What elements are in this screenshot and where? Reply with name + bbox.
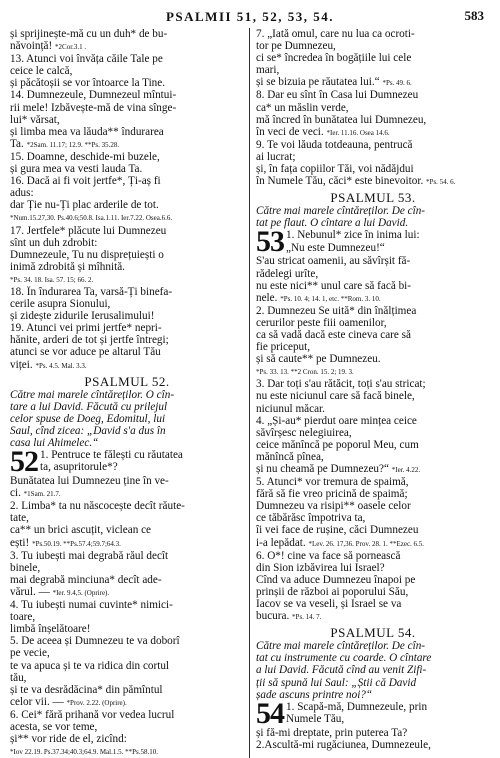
verse-line (10, 647, 244, 659)
verse-text: lui* vărsat, (10, 113, 60, 126)
cross-reference: *Ps. 34. 18. Isa. 57. 15; 66. 2. (10, 275, 94, 284)
verse-line (256, 52, 490, 64)
superscription-line: tat pe flaut. O cîntare a lui David. (256, 217, 409, 230)
verse-text: și zidește zidurile Ierusalimului! (10, 310, 155, 323)
superscription-line: Către mai marele cîntăreților. O cîn- (10, 388, 175, 401)
verse-text: 2. Limba* ta nu născocește decît răute- (10, 500, 185, 513)
verse-line (256, 329, 490, 341)
psalm53-opening (256, 225, 490, 259)
verse-line (256, 439, 490, 451)
two-column-body (10, 28, 490, 758)
verse-text: sînt un duh zdrobit: (10, 236, 98, 249)
psalm54-superscription (256, 640, 490, 700)
verse-text: Cînd va aduce Dumnezeu înapoi pe (256, 573, 416, 586)
verse-line (10, 163, 244, 175)
verse-text: Dumnezeu va risipi** oasele celor (256, 500, 411, 513)
verse-text: atunci se vor aduce pe altarul Tău (10, 346, 161, 359)
verse-line (256, 317, 490, 329)
verse-line (10, 745, 244, 758)
verse-text: cerile asupra Sionului, (10, 298, 111, 311)
verse-line (10, 199, 244, 211)
verse-line (10, 273, 244, 286)
superscription-line: Saul, cînd zicea: „David s'a dus în (10, 424, 166, 437)
verse-text: ca* un măslin verde, (256, 101, 349, 114)
verse-text: mă încred în bunătatea lui Dumnezeu, (256, 113, 427, 126)
verse-line (256, 268, 490, 280)
verse-line (256, 500, 490, 512)
verse-text: ceice mănîncă pe poporul Meu, cum (256, 438, 419, 451)
verse-text: și păcătoșii se vor întoarce la Tine. (10, 77, 166, 90)
verse-text: niciunul măcar. (256, 402, 325, 415)
verse-text: nu este nici** unul care să facă bi- (256, 279, 412, 292)
verse-text: nele. (256, 291, 278, 304)
verse-text: mai degrabă minciuna* decît ade- (10, 573, 162, 586)
cross-reference: *Ps. 49. 6. (382, 79, 412, 88)
verse-text: nu este niciunul care să facă binele, (256, 390, 415, 403)
superscription-line: casa lui Ahimelec.“ (10, 437, 99, 449)
superscription-line: a lui David. Făcută cînd au venit Zifi- (256, 664, 427, 677)
verse-text: Ta. (10, 137, 24, 150)
verse-text: limbă înșelătoare! (10, 623, 91, 636)
verse-text: 3. Dar toți s'au rătăcit, toți s'au stricat; (256, 378, 426, 391)
verse-text: 4. Tu iubești numai cuvinte* nimici- (10, 599, 173, 612)
verse-line (10, 28, 244, 40)
verse-line (256, 550, 490, 562)
cross-reference: *Ier. 9.4,5. (Oprire). (52, 588, 110, 597)
verse-line (256, 76, 490, 89)
verse-line (256, 353, 490, 365)
psalm52-title: PSALMUL 52. (84, 373, 170, 389)
verse-line (256, 524, 490, 536)
verse-text: pe vecie, (10, 647, 50, 660)
verse-text: 2.Ascultă-mi rugăciunea, Dumnezeule, (256, 738, 431, 751)
verse-line (256, 727, 490, 739)
verse-text: și gura mea va vesti lauda Ta. (10, 163, 143, 176)
verse-text: 18. În îndurarea Ta, varsă-Ți binefa- (10, 285, 173, 298)
verse-line (10, 237, 244, 249)
verse-text: 14. Dumnezeule, Dumnezeul mîntui- (10, 89, 177, 102)
verse-line (10, 175, 244, 187)
verse-text: Iacov se va veseli, și Israel se va (256, 598, 402, 611)
cross-reference: *Ier. 11.16. Osea 14.6. (326, 128, 390, 137)
verse-line (10, 225, 244, 237)
verse-line (256, 365, 490, 378)
verse-line (10, 102, 244, 114)
verse-line (10, 733, 244, 745)
verse-text: și** vor ride de el, zicînd: (10, 733, 127, 746)
verse-text: fără să fie vreo pricină de spaimă; (256, 488, 408, 501)
verse-text: inimă zdrobită și mîhnită. (10, 260, 125, 273)
verse-text: i-a lepădat. (256, 536, 306, 549)
psalm53-superscription (256, 205, 490, 229)
cross-reference: *Ps.50.19. **Ps.57.4;59.7;64.3. (32, 539, 121, 548)
cross-reference: *Ps. 4.5. Mal. 3.3. (35, 361, 87, 370)
verse-text: tău, (10, 671, 27, 684)
verse-text: ce tăbărăsc împotriva ta, (256, 512, 366, 525)
verse-line (256, 305, 490, 317)
cross-reference: *Num.15.27,30. Ps.40.6;50.8. Isa.1.11. Ier.7.22. Osea.6.6. (10, 214, 173, 223)
psalm53-verses (256, 255, 490, 623)
superscription-line: ții să spună lui Saul: „Știi că David (256, 676, 417, 689)
verse-text: îi vei face de rușine, căci Dumnezeu (256, 524, 419, 537)
verse-text: 2. Dumnezeu Se uită* din înălțimea (256, 304, 417, 317)
verse-line (256, 739, 490, 751)
verse-text: și nu cheamă pe Dumnezeu?“ (256, 463, 389, 475)
verse-text: fie priceput, (256, 341, 311, 354)
verse-line (10, 346, 244, 358)
verse-text: Dumnezeule, Tu nu disprețuiești o (10, 248, 164, 261)
verse-line (10, 211, 244, 224)
verse-line (256, 598, 490, 610)
verse-line (10, 40, 244, 53)
verse-line (10, 660, 244, 672)
verse-line (256, 415, 490, 427)
verse-text: 13. Atunci voi învăța căile Tale pe (10, 53, 163, 66)
verse-line (10, 53, 244, 65)
verse-line (256, 64, 490, 76)
cross-reference: *Ps. 10. 4; 14. 1, etc. **Rom. 3. 10. (280, 294, 381, 303)
verse-text: 8. Dar eu sînt în Casa lui Dumnezeu (256, 89, 419, 102)
verse-text: năvoință! (10, 40, 53, 53)
verse-line (10, 611, 244, 623)
verse-text: în Numele Tău, căci* este binevoitor. (256, 175, 424, 188)
verse-text: toare, (10, 611, 36, 624)
psalm53-drop-number: 53 (256, 225, 284, 259)
verse-text: și să caute** pe Dumnezeu. (256, 353, 381, 366)
verse-line (10, 709, 244, 721)
verse-line (256, 163, 490, 175)
verse-line (10, 126, 244, 138)
cross-reference: *Lev. 26. 17,36. Prov. 28. 1. **Ezec. 6.5. (308, 539, 425, 548)
superscription-line: tare a lui David. Făcută cu prilejul (10, 400, 168, 413)
verse-line (256, 89, 490, 101)
psalm54-opening (256, 696, 490, 730)
verse-text: Bunătatea lui Dumnezeu ține în ve- (10, 475, 169, 488)
verse-text: 19. Atunci vei primi jertfe* nepri- (10, 322, 162, 335)
verse-text: în veci de veci. (256, 125, 324, 138)
verse-text: 3. Tu iubești mai degrabă răul decît (10, 549, 169, 562)
psalm54-drop-number: 54 (256, 696, 284, 730)
psalm52-verses (10, 475, 244, 758)
verse-line (10, 334, 244, 346)
verse-text: ca** un brici ascuțit, viclean ce (10, 524, 152, 537)
verse-text: și te va desrădăcina* din pămîntul (10, 683, 163, 696)
verse-line (10, 249, 244, 261)
superscription-line: șade ascuns printre noi?“ (256, 688, 373, 701)
right-column (250, 28, 490, 758)
verse-text: mari, (256, 64, 280, 77)
left-column (10, 28, 250, 758)
verse-line (10, 623, 244, 635)
verse-text: și limba mea va lăuda** îndurarea (10, 125, 164, 138)
cross-reference: *Iov 22.19. Ps.37.34;40.3;64.9. Mal.1.5. **Ps.58.10. (10, 748, 158, 757)
verse-line (10, 721, 244, 733)
cross-reference: *Prov. 2.22. (Oprire). (66, 698, 127, 707)
verse-line (10, 635, 244, 647)
verse-line (10, 524, 244, 536)
verse-line (256, 390, 490, 402)
psalm52-end (256, 28, 490, 188)
verse-line (256, 476, 490, 488)
verse-text: vărul. — (10, 585, 50, 598)
verse-line (256, 403, 490, 415)
verse-line (256, 341, 490, 353)
verse-text: din Sion izbăvirea lui Israel? (256, 561, 385, 574)
verse-line (10, 550, 244, 562)
verse-text: ceice le calcă, (10, 65, 73, 78)
verse-line (10, 586, 244, 599)
verse-line (10, 599, 244, 611)
verse-line (10, 672, 244, 684)
verse-line: Numele Tău, (286, 712, 345, 725)
page-header (10, 8, 490, 28)
verse-line (256, 292, 490, 305)
verse-text: cerurilor peste fiii oamenilor, (256, 316, 387, 329)
cross-reference: *1Sam. 21.7. (23, 490, 61, 499)
verse-line (10, 487, 244, 500)
verse-line (256, 537, 490, 550)
verse-line (256, 28, 490, 40)
cross-reference: *Ps. 54. 6. (426, 178, 456, 187)
verse-text: bucura. (256, 610, 290, 623)
verse-text: celor vii. — (10, 695, 64, 708)
verse-line (10, 89, 244, 101)
verse-text: și se bizuia pe răutatea lui.“ (256, 76, 380, 89)
verse-line (256, 126, 490, 139)
verse-text: ci. (10, 487, 21, 500)
verse-line (256, 610, 490, 623)
verse-text: 17. Jertfele* plăcute lui Dumnezeu (10, 224, 167, 237)
verse-text: ca să vadă dacă este cineva care să (256, 328, 411, 341)
verse-text: 5. Atunci* vor tremura de spaimă, (256, 476, 409, 489)
psalm54-verses (256, 727, 490, 751)
verse-text: 6. O*! cine va face să pornească (256, 549, 401, 562)
running-title: PSALMII 51, 52, 53, 54. (165, 9, 335, 24)
psalm54-title: PSALMUL 54. (330, 625, 416, 641)
verse-line (10, 574, 244, 586)
superscription-line: tat cu instrumente cu coarde. O cîntare (256, 652, 432, 665)
verse-text: tor pe Dumnezeu, (256, 40, 336, 53)
verse-line (256, 378, 490, 390)
psalm52-superscription (10, 389, 244, 449)
verse-line (256, 451, 490, 463)
verse-line (256, 102, 490, 114)
superscription-line: Către mai marele cîntăreților. De cîn- (256, 205, 426, 218)
verse-line (10, 310, 244, 322)
verse-line: 1. Pentruce te fălești cu răutatea (40, 449, 183, 462)
verse-line (10, 537, 244, 550)
verse-line: ta, asupritorule*? (40, 461, 118, 474)
verse-line (256, 562, 490, 574)
verse-line (256, 427, 490, 439)
verse-line (10, 475, 244, 487)
verse-text: viței. (10, 358, 33, 371)
verse-text: 6. Cei* fără prihană vor vedea lucrul (10, 708, 175, 721)
verse-line (256, 463, 490, 476)
verse-line (256, 574, 490, 586)
verse-line: 1. Nebunul* zice în inima lui: (286, 229, 420, 242)
verse-text: rii mele! Izbăvește-mă de vina sînge- (10, 101, 177, 114)
verse-line (10, 261, 244, 273)
superscription-line: Către mai marele cîntăreților. De cîn- (256, 640, 426, 653)
verse-line (256, 151, 490, 163)
verse-line (10, 187, 244, 199)
verse-text: rădelegi urîte, (256, 267, 319, 280)
verse-text: săvîrșesc nelegiuirea, (256, 426, 352, 439)
verse-line (256, 586, 490, 598)
verse-line: 1. Scapă-mă, Dumnezeule, prin (286, 700, 428, 713)
verse-text: 9. Te voi lăuda totdeauna, pentrucă (256, 138, 413, 151)
psalm52-opening (10, 445, 244, 479)
verse-line (256, 175, 490, 188)
verse-text: dar Ție nu-Ți plac arderile de tot. (10, 199, 159, 212)
verse-text: te va apuca și te va ridica din cortul (10, 659, 170, 672)
verse-line (256, 139, 490, 151)
cross-reference: *Ier. 4.22. (391, 466, 421, 474)
cross-reference: *2Sam. 11.17; 12.9. **Ps. 35.28. (26, 140, 120, 149)
verse-line (10, 696, 244, 709)
verse-line (256, 255, 490, 267)
verse-text: ci se* încredea în bogățiile lui cele (256, 52, 412, 65)
verse-line (10, 500, 244, 512)
verse-line (256, 114, 490, 126)
verse-line (10, 512, 244, 524)
verse-text: S'au stricat oamenii, au săvîrșit fă- (256, 255, 411, 268)
verse-line (10, 359, 244, 372)
verse-line (256, 280, 490, 292)
verse-text: binele, (10, 561, 41, 574)
page-number: 583 (464, 8, 484, 23)
superscription-line: celor spuse de Doeg, Edomitul, lui (10, 412, 166, 425)
verse-text: și sprijinește-mă cu un duh* de bu- (10, 28, 168, 40)
psalm51-end (10, 28, 244, 372)
verse-line (10, 114, 244, 126)
verse-line (10, 65, 244, 77)
verse-text: ești! (10, 536, 30, 549)
verse-text: prinșii de război ai poporului Său, (256, 585, 409, 598)
verse-text: acesta, se vor teme, (10, 720, 98, 733)
verse-line (256, 488, 490, 500)
cross-reference: *2Cor.3.1 . (55, 43, 87, 52)
verse-line (10, 684, 244, 696)
verse-line (10, 286, 244, 298)
verse-line (256, 40, 490, 52)
verse-text: hănite, arderi de tot și jertfe întregi; (10, 334, 169, 347)
verse-line (10, 138, 244, 151)
verse-text: 7. „Iată omul, care nu lua ca ocroti- (256, 28, 415, 40)
verse-text: mănîncă pînea, (256, 450, 324, 463)
verse-text: 15. Doamne, deschide-mi buzele, (10, 150, 160, 163)
verse-text: și fă-mi dreptate, prin puterea Ta? (256, 726, 408, 739)
verse-line: „Nu este Dumnezeu!“ (286, 241, 385, 254)
verse-text: 5. De aceea și Dumnezeu te va doborî (10, 635, 180, 648)
verse-line (10, 322, 244, 334)
cross-reference: *Ps. 14. 7. (292, 613, 322, 622)
verse-line (10, 151, 244, 163)
verse-text: ai lucrat; (256, 150, 296, 163)
cross-reference: *Ps. 33. 13. **2 Cron. 15. 2; 19. 3. (256, 368, 354, 377)
verse-line (10, 298, 244, 310)
verse-text: adus: (10, 187, 34, 200)
verse-text: 16. Dacă ai fi voit jertfe*, Ți-aș fi (10, 175, 161, 188)
verse-text: tate, (10, 512, 29, 525)
verse-line (10, 562, 244, 574)
verse-text: 4. „Și-au* pierdut oare mințea ceice (256, 414, 417, 427)
verse-text: și, în fața copiilor Tăi, voi nădăjdui (256, 163, 414, 176)
psalm53-title: PSALMUL 53. (330, 190, 416, 206)
psalm52-drop-number: 52 (10, 445, 38, 479)
verse-line (256, 512, 490, 524)
verse-line (10, 77, 244, 89)
